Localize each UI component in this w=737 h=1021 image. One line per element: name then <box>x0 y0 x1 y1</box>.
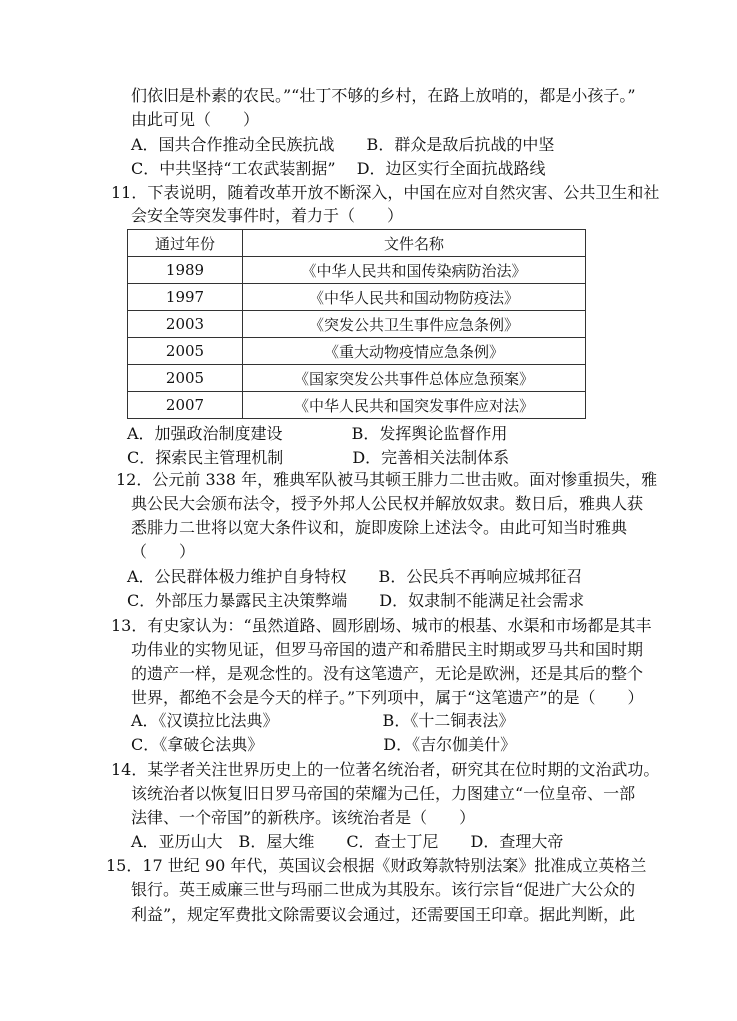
question-11-line-1: 11．下表说明，随着改革开放不断深入，中国在应对自然灾害、公共卫生和社 <box>111 183 660 202</box>
question-14-line-1: 14．某学者关注世界历史上的一位著名统治者，研究其在位时期的文治武功。 <box>111 760 660 779</box>
question-10-option-cd: C．中共坚持“工农武装割据” D．边区实行全面抗战路线 <box>131 159 546 178</box>
question-13-option-cd: C．《拿破仑法典》 D．《吉尔伽美什》 <box>131 735 517 754</box>
document-cell: 《中华人民共和国突发事件应对法》 <box>243 392 586 419</box>
legislation-table <box>127 229 586 419</box>
question-11-option-cd: C．探索民主管理机制 D．完善相关法制体系 <box>127 448 510 467</box>
document-cell: 《中华人民共和国动物防疫法》 <box>243 284 586 311</box>
question-12-option-cd: C．外部压力暴露民主决策弊端 D．奴隶制不能满足社会需求 <box>127 591 585 610</box>
header-document: 文件名称 <box>243 230 586 257</box>
question-14-line-3: 法律、一个帝国”的新秩序。该统治者是（ ） <box>131 808 476 827</box>
document-cell: 《突发公共卫生事件应急条例》 <box>243 311 586 338</box>
question-13-option-ab: A．《汉谟拉比法典》 B．《十二铜表法》 <box>131 711 515 730</box>
question-11-line-2: 会安全等突发事件时，着力于（ ） <box>131 206 404 225</box>
question-15-line-2: 银行。英王威廉三世与玛丽二世成为其股东。该行宗旨“促进广大公众的 <box>131 880 636 899</box>
table-header-row <box>128 230 586 257</box>
question-11-option-ab: A．加强政治制度建设 B．发挥舆论监督作用 <box>127 424 508 443</box>
document-cell: 《国家突发公共事件总体应急预案》 <box>243 365 586 392</box>
table-row <box>128 311 586 338</box>
question-12-option-ab: A．公民群体极力维护自身特权 B．公民兵不再响应城邦征召 <box>127 567 583 586</box>
question-14-line-2: 该统治者以恢复旧日罗马帝国的荣耀为己任，力图建立“一位皇帝、一部 <box>131 784 636 803</box>
question-10-option-ab: A．国共合作推动全民族抗战 B．群众是敌后抗战的中坚 <box>131 135 555 154</box>
question-10-line-1: 们依旧是朴素的农民。”“壮丁不够的乡村，在路上放哨的，都是小孩子。” <box>131 86 636 105</box>
year-cell: 2007 <box>128 392 243 419</box>
question-13-line-3: 的遗产一样，是观念性的。没有这笔遗产，无论是欧洲，还是其后的整个 <box>131 664 644 683</box>
document-cell: 《重大动物疫情应急条例》 <box>243 338 586 365</box>
year-cell: 1989 <box>128 257 243 284</box>
question-15-line-3: 利益”，规定军费批文除需要议会通过，还需要国王印章。据此判断，此 <box>131 905 636 924</box>
question-12-line-2: 典公民大会颁布法令，授予外邦人公民权并解放奴隶。数日后，雅典人获 <box>131 494 644 513</box>
table-row <box>128 257 586 284</box>
year-cell: 2003 <box>128 311 243 338</box>
year-cell: 1997 <box>128 284 243 311</box>
question-12-line-3: 悉腓力二世将以宽大条件议和，旋即废除上述法令。由此可知当时雅典 <box>131 518 628 537</box>
question-15-line-1: 15．17 世纪 90 年代，英国议会根据《财政筹款特别法案》批准成立英格兰 <box>106 856 647 875</box>
question-13-line-2: 功伟业的实物见证，但罗马帝国的遗产和希腊民主时期或罗马共和国时期 <box>131 640 644 659</box>
table-row <box>128 284 586 311</box>
question-13-line-4: 世界，都绝不会是今天的样子。”下列项中，属于“这笔遗产”的是（ ） <box>131 688 644 707</box>
year-cell: 2005 <box>128 338 243 365</box>
table-row <box>128 392 586 419</box>
question-13-line-1: 13．有史家认为：“虽然道路、圆形剧场、城市的根基、水渠和市场都是其丰 <box>111 616 652 635</box>
question-12-line-4: （ ） <box>131 542 196 561</box>
year-cell: 2005 <box>128 365 243 392</box>
document-cell: 《中华人民共和国传染病防治法》 <box>243 257 586 284</box>
table-row <box>128 338 586 365</box>
question-10-line-2: 由此可见（ ） <box>131 110 260 129</box>
question-14-options: A．亚历山大 B．屋大维 C．查士丁尼 D．查理大帝 <box>131 832 564 851</box>
question-12-line-1: 12．公元前 338 年，雅典军队被马其顿王腓力二世击败。面对惨重损失，雅 <box>116 470 658 489</box>
header-year: 通过年份 <box>128 230 243 257</box>
table-row <box>128 365 586 392</box>
